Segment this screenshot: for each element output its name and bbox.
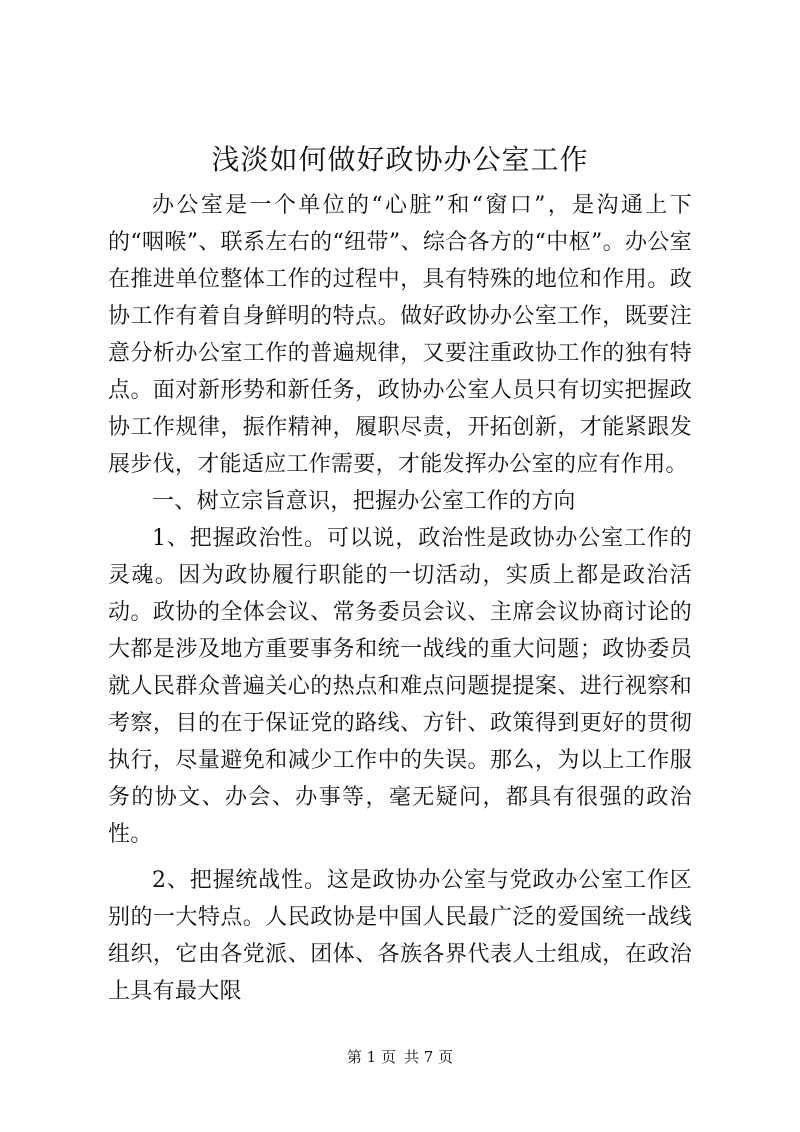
intro-paragraph: 办公室是一个单位的“心脏”和“窗口”，是沟通上下的“咽喉”、联系左右的“纽带”、综合各方的“中枢”。办公室在推进单位整体工作的过程中，具有特殊的地位和作用。政协工作有着自身鲜明的特点。做好政协办公室工作，既要注意分析办公室工作的普遍规律，又要注重政协工作的独有特点。面对新形势和新任务，政协办公室人员只有切实把握政协工作规律，振作精神，履职尽责，开拓创新，才能紧跟发展步伐，才能适应工作需要，才能发挥办公室的应有作用。 (108, 193, 692, 477)
page-total: 共 7 页 (404, 1048, 454, 1066)
point-2-paragraph: 2、把握统战性。这是政协办公室与党政办公室工作区别的一大特点。人民政协是中国人民最广泛的爱国统一战线组织，它由各党派、团体、各族各界代表人士组成，在政治上具有最大限 (108, 868, 692, 1004)
page-footer (0, 1047, 800, 1067)
point-1-paragraph: 1、把握政治性。可以说，政治性是政协办公室工作的灵魂。因为政协履行职能的一切活动，实质上都是政治活动。政协的全体会议、常务委员会议、主席会议协商讨论的大都是涉及地方重要事务和统一战线的重大问题；政协委员就人民群众普遍关心的热点和难点问题提提案、进行视察和考察，目的在于保证党的路线、方针、政策得到更好的贯彻执行，尽量避免和减少工作中的失误。那么，为以上工作服务的协文、办会、办事等，毫无疑问，都具有很强的政治性。 (108, 526, 692, 847)
document-body (108, 187, 692, 1010)
page-number: 第 1 页 (346, 1048, 396, 1066)
document-title: 浅淡如何做好政协办公室工作 (211, 143, 589, 176)
section-heading: 一、树立宗旨意识，把握办公室工作的方向 (152, 489, 576, 514)
